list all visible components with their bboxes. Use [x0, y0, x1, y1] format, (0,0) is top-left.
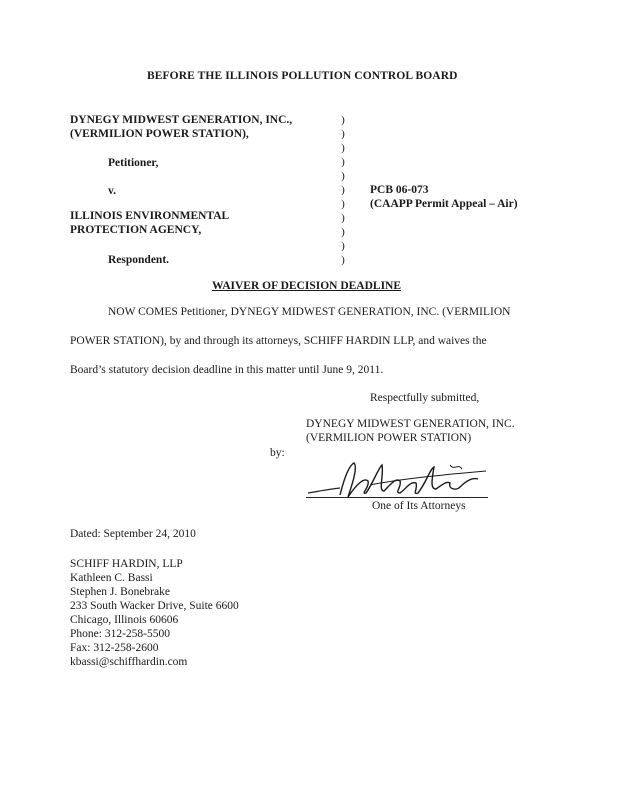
caption-paren: )	[341, 240, 345, 252]
petitioner-role: Petitioner,	[108, 157, 159, 169]
caption-paren: )	[341, 128, 345, 140]
attorney-1: Kathleen C. Bassi	[70, 572, 153, 584]
respondent-role: Respondent.	[108, 254, 170, 266]
caption-paren: )	[341, 170, 345, 182]
closing: Respectfully submitted,	[370, 392, 480, 404]
board-heading: BEFORE THE ILLINOIS POLLUTION CONTROL BOARD	[147, 70, 458, 82]
caption-paren: )	[341, 226, 345, 238]
firm-address-2: Chicago, Illinois 60606	[70, 614, 179, 626]
firm-phone: Phone: 312-258-5500	[70, 628, 170, 640]
signature-line	[306, 497, 488, 498]
petitioner-station: (VERMILION POWER STATION),	[70, 128, 249, 140]
caption-paren: )	[341, 142, 345, 154]
party-name: DYNEGY MIDWEST GENERATION, INC.	[306, 418, 515, 430]
body-line-2: POWER STATION), by and through its attorneys, SCHIFF HARDIN LLP, and waives the	[70, 335, 487, 347]
versus-label: v.	[108, 185, 116, 197]
body-line-3: Board’s statutory decision deadline in this matter until June 9, 2011.	[70, 364, 384, 376]
party-station: (VERMILION POWER STATION)	[306, 432, 472, 444]
by-label: by:	[270, 447, 285, 459]
attorney-2: Stephen J. Bonebrake	[70, 586, 170, 598]
case-type: (CAAPP Permit Appeal – Air)	[370, 198, 518, 210]
document-title: WAIVER OF DECISION DEADLINE	[212, 280, 402, 292]
respondent-agency: PROTECTION AGENCY,	[70, 224, 202, 236]
caption-paren: )	[341, 254, 345, 266]
firm-fax: Fax: 312-258-2600	[70, 642, 159, 654]
caption-paren: )	[341, 184, 345, 196]
caption-paren: )	[341, 156, 345, 168]
firm-address-1: 233 South Wacker Drive, Suite 6600	[70, 600, 239, 612]
body-line-1: NOW COMES Petitioner, DYNEGY MIDWEST GENERATION, INC. (VERMILION	[108, 306, 511, 318]
caption-paren: )	[341, 212, 345, 224]
case-number: PCB 06-073	[370, 184, 429, 196]
respondent-name: ILLINOIS ENVIRONMENTAL	[70, 210, 230, 222]
firm-name: SCHIFF HARDIN, LLP	[70, 558, 183, 570]
caption-paren: )	[341, 198, 345, 210]
petitioner-name: DYNEGY MIDWEST GENERATION, INC.,	[70, 114, 293, 126]
signer-caption: One of Its Attorneys	[372, 500, 466, 512]
firm-email[interactable]: kbassi@schiffhardin.com	[70, 656, 188, 668]
date-line: Dated: September 24, 2010	[70, 528, 196, 540]
caption-paren: )	[341, 114, 345, 126]
